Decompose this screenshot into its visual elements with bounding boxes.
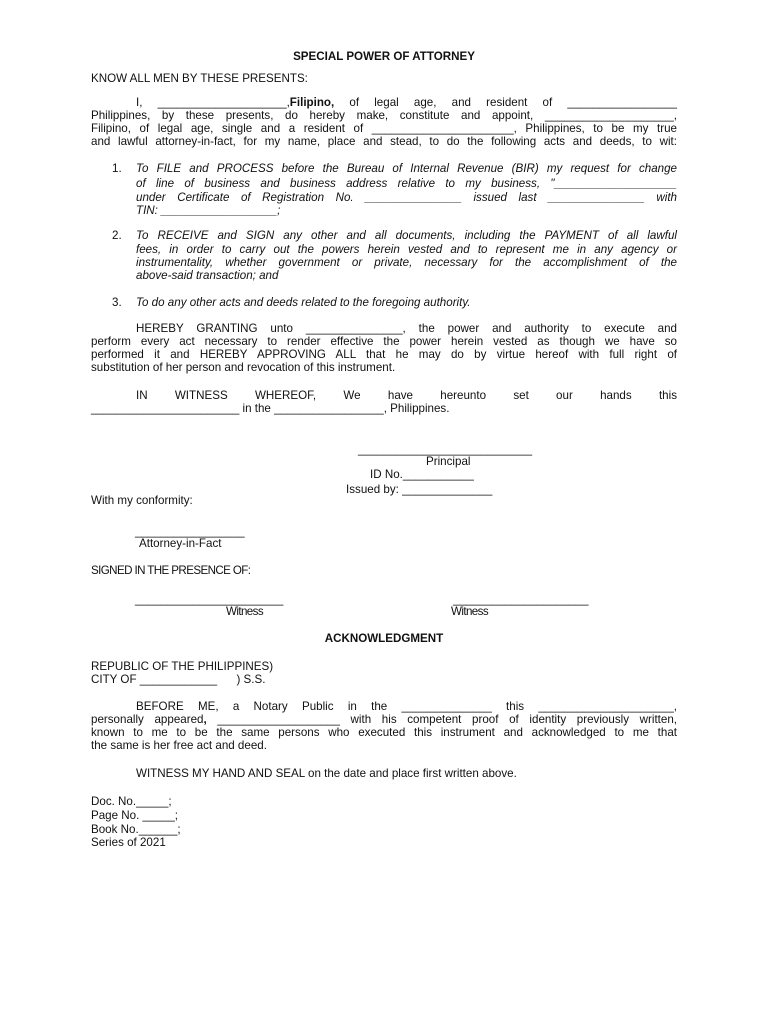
presence-label: SIGNED IN THE PRESENCE OF:	[91, 564, 251, 577]
item3-line1: To do any other acts and deeds related to the foregoing authority.	[136, 296, 471, 309]
page-no: Page No. _____;	[91, 809, 179, 822]
witness-whereof-line2: _______________________ in the _________________, Philippines.	[91, 402, 450, 415]
item1-line2: of line of business and business address relative to my business, "___________________	[136, 177, 677, 190]
book-no: Book No.______;	[91, 823, 181, 836]
para1-line1	[136, 96, 677, 109]
witness1-label: Witness	[226, 605, 264, 618]
acknowledgment-title: ACKNOWLEDGMENT	[324, 632, 444, 645]
before-me-line2-comma: ,	[203, 713, 207, 726]
item2-line4: above-said transaction; and	[136, 269, 279, 282]
item2-line2: fees, in order to carry out the powers herein vested and to represent me in any agency or	[136, 243, 677, 256]
para1-line4: and lawful attorney-in-fact, for my name, place and stead, to do the following acts and deeds, to wit:	[91, 135, 677, 148]
witness2-label: Witness	[451, 605, 489, 618]
before-me-line2-a: personally appeared	[91, 713, 204, 726]
item1-line4: TIN: __________________;	[136, 204, 281, 217]
granting-line3: performed it and HEREBY APPROVING ALL that he may do by virtue hereof with full right of	[91, 348, 677, 361]
witness2-line: _____________________	[453, 593, 589, 606]
doc-no: Doc. No._____;	[91, 795, 172, 808]
principal-id: ID No.___________	[370, 468, 474, 481]
item1-number: 1.	[112, 162, 122, 175]
attorney-signature-line: _________________	[135, 525, 245, 538]
before-me-line2-c: ___________________ with his competent proof of identity previously written,	[206, 713, 677, 726]
item2-line1: To RECEIVE and SIGN any other and all documents, including the PAYMENT of all lawful	[136, 229, 677, 242]
principal-signature-line: ___________________________	[358, 443, 533, 456]
document-title: SPECIAL POWER OF ATTORNEY	[293, 50, 475, 63]
before-me-line2	[91, 713, 677, 726]
granting-line1-a: HEREBY GRANTING unto _______________,	[136, 322, 406, 335]
granting-line1-b: the power and authority to execute and	[405, 322, 678, 335]
item2-line3: instrumentality, whether government or private, necessary for the accomplishment of the	[136, 256, 677, 269]
granting-line2: perform every act necessary to render effective the power herein vested as though we have so	[91, 335, 677, 348]
para1-line1-a: I, ____________________,	[136, 96, 290, 109]
item1-line3: under Certificate of Registration No. _______________ issued last _______________ with	[136, 191, 677, 204]
intro-line: KNOW ALL MEN BY THESE PRESENTS:	[91, 72, 308, 85]
para1-line2: Philippines, by these presents, do hereby make, constitute and appoint, ____________________,	[91, 109, 677, 122]
witness-whereof-line1: IN WITNESS WHEREOF, We have hereunto set our hands this	[136, 389, 677, 402]
item1-line1: To FILE and PROCESS before the Bureau of Internal Revenue (BIR) my request for change	[136, 162, 677, 175]
series-line: Series of 2021	[91, 836, 166, 849]
witness1-line: _______________________	[135, 593, 284, 606]
principal-label: Principal	[426, 455, 471, 468]
witness-hand-seal: WITNESS MY HAND AND SEAL on the date and place first written above.	[136, 767, 517, 780]
para1-line1-c: of legal age, and resident of _________________	[334, 96, 678, 109]
principal-issued-by: Issued by: ______________	[346, 483, 493, 496]
before-me-line3: known to me to be the same persons who executed this instrument and acknowledged to me that	[91, 726, 677, 739]
item2-number: 2.	[112, 229, 122, 242]
granting-line1	[136, 322, 677, 335]
attorney-in-fact-label: Attorney-in-Fact	[139, 537, 222, 550]
city-line: CITY OF ____________ ) S.S.	[91, 673, 266, 686]
before-me-line1: BEFORE ME, a Notary Public in the ______________ this _____________________,	[136, 700, 677, 713]
granting-line4: substitution of her person and revocation of this instrument.	[91, 361, 396, 374]
item3-number: 3.	[112, 296, 122, 309]
para1-line3: Filipino, of legal age, single and a resident of ______________________, Philippines, to be my true	[91, 122, 677, 135]
before-me-line4: the same is her free act and deed.	[91, 739, 267, 752]
para1-line1-nationality: Filipino,	[289, 96, 335, 109]
conformity-label: With my conformity:	[91, 494, 193, 507]
republic-line: REPUBLIC OF THE PHILIPPINES)	[91, 660, 274, 673]
